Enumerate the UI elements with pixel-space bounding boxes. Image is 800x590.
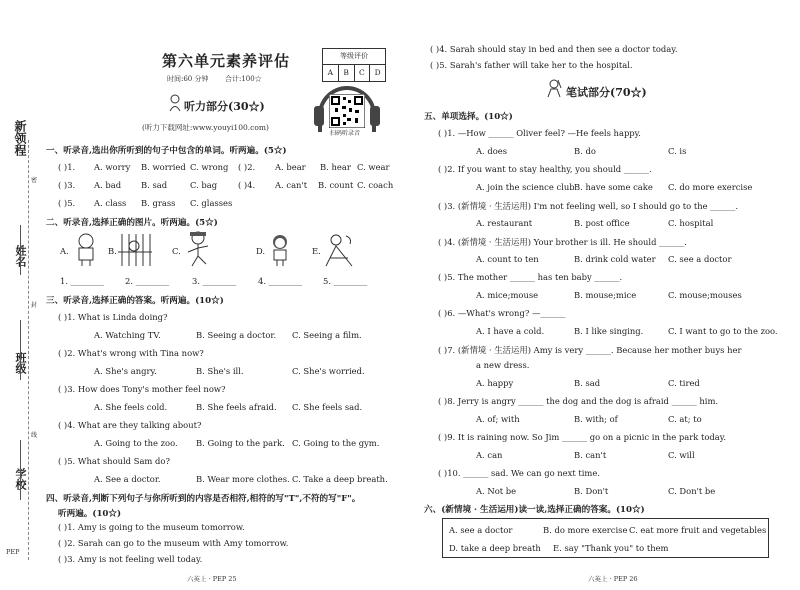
listening-heading: 听力部分(30☆): [184, 100, 265, 113]
brand-label: 新领程: [13, 120, 27, 156]
boy-picture: [72, 232, 100, 266]
tf-item-4[interactable]: ( )4. Sarah should stay in bed and then see a doctor today.: [430, 44, 678, 54]
option-a: A. mice;mouse: [476, 290, 539, 300]
pep-label: PEP: [6, 548, 20, 556]
seal-char-2: 封: [31, 302, 38, 309]
option-a: A. worry: [94, 162, 131, 172]
option-b: B. She's ill.: [196, 366, 244, 376]
tf-item-3[interactable]: ( )3. Amy is not feeling well today.: [58, 554, 203, 564]
mc-question[interactable]: ( )7. (新情境 · 生活运用) Amy is very ______. Because her mother buys her: [438, 345, 742, 355]
runner-picture: [184, 230, 214, 268]
section-6-title: 六、(新情境 · 生活运用)读一读,选择正确的答案。(10☆): [424, 505, 645, 515]
picture-label-c: C.: [172, 246, 181, 256]
question-text[interactable]: ( )3. How does Tony's mother feel now?: [58, 384, 226, 394]
option-b: B. Wear more clothes.: [196, 474, 290, 484]
section-2-title: 二、听录音,选择正确的图片。听两遍。(5☆): [46, 218, 218, 228]
picture-label-a: A.: [60, 246, 69, 256]
option-c: C. is: [668, 146, 687, 156]
option-c: C. She feels sad.: [292, 402, 363, 412]
answer-blank-5[interactable]: 5. ________: [323, 276, 368, 286]
page-title: 第六单元素养评估: [162, 52, 291, 70]
question-text[interactable]: ( )4. What are they talking about?: [58, 420, 202, 430]
word-bank-item: C. eat more fruit and vegetables: [629, 525, 767, 535]
mc-question[interactable]: ( )10. ______ sad. We can go next time.: [438, 468, 600, 478]
school-underline: [20, 440, 21, 500]
girl-picture: [266, 232, 294, 266]
option-c: C. Seeing a film.: [292, 330, 362, 340]
section-4-title-cont: 听两遍。(10☆): [58, 509, 122, 519]
grade-box-label: 等级评价: [323, 49, 385, 65]
question-text[interactable]: ( )2. What's wrong with Tina now?: [58, 348, 204, 358]
fence-picture: [118, 232, 152, 268]
option-c: C. do more exercise: [668, 182, 753, 192]
section-5-title: 五、单项选择。(10☆): [424, 112, 513, 122]
option-c: C. at; to: [668, 414, 702, 424]
class-underline: [20, 320, 21, 380]
word-bank: [442, 518, 769, 558]
answer-slot[interactable]: ( )4.: [238, 180, 256, 190]
beach-chair-picture: [322, 232, 356, 268]
option-b: B. I like singing.: [574, 326, 644, 336]
option-a: A. bad: [94, 180, 122, 190]
answer-slot[interactable]: ( )3.: [58, 180, 76, 190]
option-a: A. count to ten: [476, 254, 539, 264]
option-a: A. happy: [476, 378, 514, 388]
time-limit: 时间:60 分钟: [167, 75, 209, 83]
question-text[interactable]: ( )5. What should Sam do?: [58, 456, 170, 466]
option-c: C. I want to go to the zoo.: [668, 326, 778, 336]
answer-blank-2[interactable]: 2. ________: [125, 276, 170, 286]
option-a: A. class: [94, 198, 127, 208]
mc-question[interactable]: ( )3. (新情境 · 生活运用) I'm not feeling well, so I should go to the ______.: [438, 201, 739, 211]
word-bank-item: E. say "Thank you" to them: [553, 543, 669, 553]
answer-slot[interactable]: ( )5.: [58, 198, 76, 208]
option-a: A. See a doctor.: [94, 474, 161, 484]
option-b: B. Seeing a doctor.: [196, 330, 277, 340]
qr-code-icon[interactable]: [329, 94, 365, 128]
option-a: A. She feels cold.: [94, 402, 168, 412]
picture-label-b: B.: [108, 246, 117, 256]
download-url[interactable]: (听力下载网址:www.youyi100.com): [142, 123, 269, 132]
tf-item-2[interactable]: ( )2. Sarah can go to the museum with Amy tomorrow.: [58, 538, 289, 548]
option-c: C. see a doctor: [668, 254, 732, 264]
option-c: C. wear: [357, 162, 390, 172]
page-number-right: 六英上 · PEP 26: [588, 575, 638, 583]
mc-question[interactable]: ( )5. The mother ______ has ten baby ______.: [438, 272, 623, 282]
option-a: A. She's angry.: [94, 366, 157, 376]
option-c: C. Don't be: [668, 486, 716, 496]
picture-label-d: D.: [256, 246, 266, 256]
option-b: B. mouse;mice: [574, 290, 637, 300]
grade-b[interactable]: B: [339, 65, 355, 81]
section-1-title: 一、听录音,选出你所听到的句子中包含的单词。听两遍。(5☆): [46, 146, 287, 156]
option-b: B. She feels afraid.: [196, 402, 277, 412]
answer-slot[interactable]: ( )2.: [238, 162, 256, 172]
option-b: B. sad: [141, 180, 168, 190]
earcup-right: [370, 106, 380, 126]
answer-slot[interactable]: ( )1.: [58, 162, 76, 172]
mc-question[interactable]: ( )8. Jerry is angry ______ the dog and the dog is afraid ______ him.: [438, 396, 719, 406]
option-b: B. do: [574, 146, 596, 156]
option-a: A. does: [476, 146, 508, 156]
option-b: B. Don't: [574, 486, 609, 496]
option-c: C. glasses: [190, 198, 233, 208]
mc-question[interactable]: ( )9. It is raining now. So Jim ______ go on a picnic in the park today.: [438, 432, 727, 442]
word-bank-item: A. see a doctor: [449, 525, 513, 535]
option-a: A. Not be: [476, 486, 517, 496]
name-underline: [20, 225, 21, 275]
answer-blank-1[interactable]: 1. ________: [60, 276, 105, 286]
option-a: A. can: [476, 450, 503, 460]
option-a: A. I have a cold.: [476, 326, 545, 336]
option-c: C. hospital: [668, 218, 714, 228]
grade-c[interactable]: C: [355, 65, 371, 81]
name-label: 姓名: [14, 245, 27, 267]
option-b: B. sad: [574, 378, 601, 388]
section-3-title: 三、听录音,选择正确的答案。听两遍。(10☆): [46, 296, 224, 306]
seal-char-1: 密: [31, 177, 38, 184]
answer-blank-3[interactable]: 3. ________: [192, 276, 237, 286]
question-text[interactable]: ( )1. What is Linda doing?: [58, 312, 168, 322]
option-c: C. will: [668, 450, 695, 460]
word-bank-item: D. take a deep breath: [449, 543, 541, 553]
option-b: B. have some cake: [574, 182, 653, 192]
option-c: C. wrong: [190, 162, 229, 172]
class-label: 班级: [14, 352, 27, 374]
option-b: B. post office: [574, 218, 630, 228]
grade-a[interactable]: A: [323, 65, 339, 81]
option-c: C. Going to the gym.: [292, 438, 380, 448]
word-bank-item: B. do more exercise: [543, 525, 628, 535]
option-b: B. worried: [141, 162, 186, 172]
seal-line: [28, 140, 29, 560]
tf-item-5[interactable]: ( )5. Sarah's father will take her to the hospital.: [430, 60, 633, 70]
mc-question[interactable]: ( )6. —What's wrong? —______: [438, 308, 566, 318]
mc-question[interactable]: ( )4. (新情境 · 生活运用) Your brother is ill. He should ______.: [438, 237, 687, 247]
option-a: A. can't: [275, 180, 308, 190]
option-c: C. She's worried.: [292, 366, 365, 376]
option-c: C. bag: [190, 180, 218, 190]
option-b: B. can't: [574, 450, 607, 460]
page-number-left: 六英上 · PEP 25: [187, 575, 237, 583]
picture-label-e: E.: [312, 246, 321, 256]
section-4-title: 四、听录音,判断下列句子与你所听到的内容是否相符,相符的写"T",不符的写"F"。: [46, 494, 361, 504]
total-score: 合计:100☆: [225, 75, 262, 83]
option-a: A. restaurant: [476, 218, 533, 228]
option-b: B. drink cold water: [574, 254, 656, 264]
option-b: B. hear: [320, 162, 351, 172]
seal-char-3: 线: [31, 432, 38, 439]
grade-d[interactable]: D: [374, 68, 381, 77]
school-label: 学校: [14, 468, 27, 490]
listening-icon: [168, 94, 182, 112]
option-c: C. Take a deep breath.: [292, 474, 388, 484]
option-a: A. join the science club: [476, 182, 575, 192]
option-a: A. of; with: [476, 414, 520, 424]
earcup-left: [314, 106, 324, 126]
option-c: C. mouse;mouses: [668, 290, 742, 300]
writing-icon: [546, 78, 562, 98]
option-a: A. Watching TV.: [94, 330, 161, 340]
mc-question[interactable]: ( )1. —How ______ Oliver feel? —He feels happy.: [438, 128, 641, 138]
option-c: C. tired: [668, 378, 700, 388]
qr-caption: 扫码听录音: [330, 130, 361, 137]
option-a: A. bear: [275, 162, 306, 172]
option-c: C. coach: [357, 180, 394, 190]
mc-question[interactable]: ( )2. If you want to stay healthy, you should ______.: [438, 164, 652, 174]
mc-question-cont: a new dress.: [476, 360, 530, 370]
option-b: B. with; of: [574, 414, 618, 424]
option-b: B. Going to the park.: [196, 438, 285, 448]
tf-item-1[interactable]: ( )1. Amy is going to the museum tomorrow.: [58, 522, 245, 532]
answer-blank-4[interactable]: 4. ________: [258, 276, 303, 286]
grade-box: [322, 48, 386, 82]
option-b: B. count: [318, 180, 354, 190]
writing-heading: 笔试部分(70☆): [566, 86, 647, 99]
option-a: A. Going to the zoo.: [94, 438, 178, 448]
option-b: B. grass: [141, 198, 176, 208]
